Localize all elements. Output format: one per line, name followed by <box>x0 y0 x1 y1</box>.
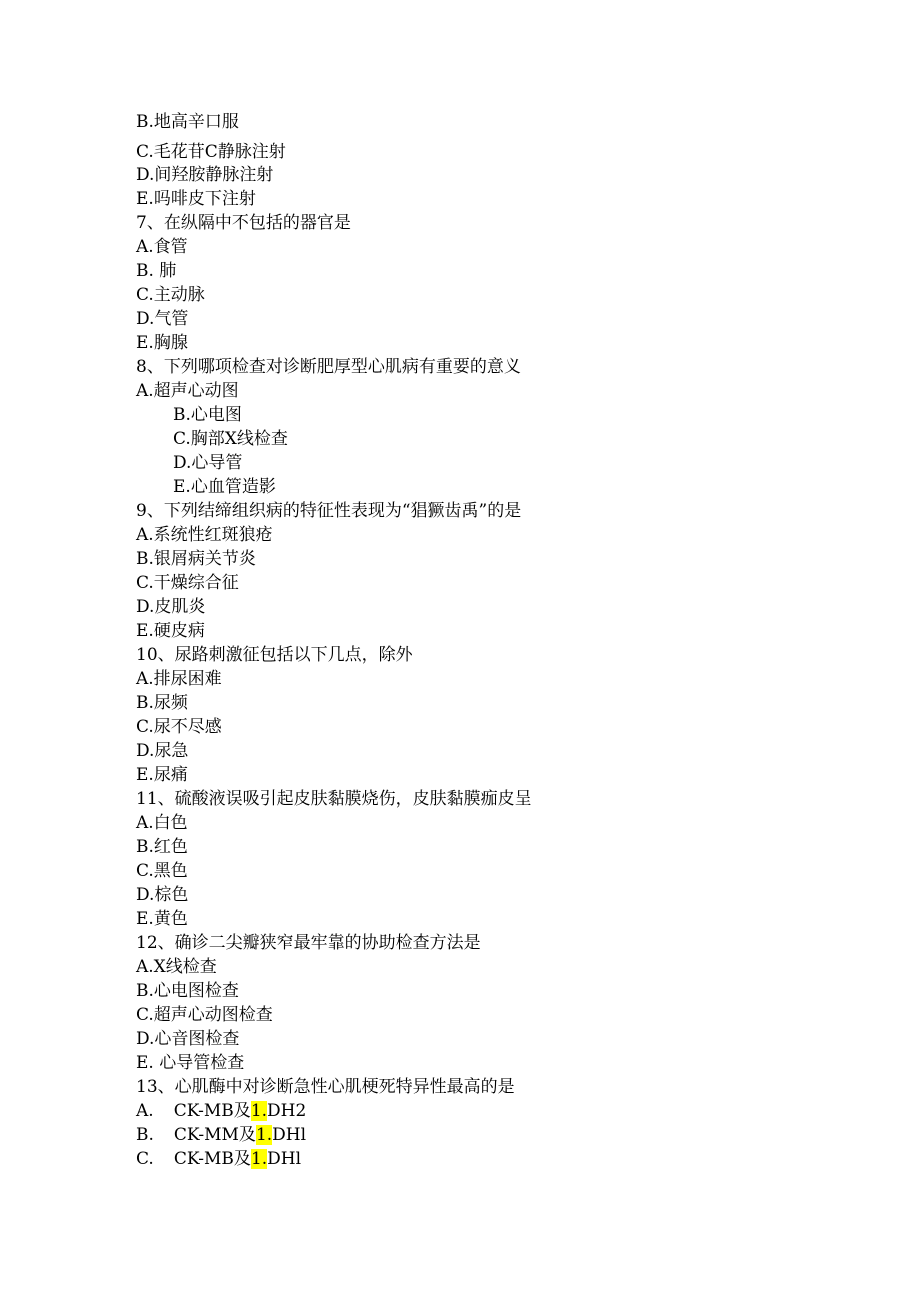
question-9: 9、下列结缔组织病的特征性表现为“猖獗齿禹”的是 <box>136 501 522 521</box>
option-c-q6: C.毛花苷C静脉注射 <box>136 142 286 162</box>
option-c-q12: C.超声心动图检查 <box>136 1005 273 1025</box>
option-b-q7: B. 肺 <box>136 261 177 281</box>
question-13: 13、心肌酶中对诊断急性心肌梗死特异性最高的是 <box>136 1077 515 1097</box>
highlighted-text: 1. <box>250 1149 268 1169</box>
highlighted-text: 1. <box>250 1101 268 1121</box>
option-c-q7: C.主动脉 <box>136 285 205 305</box>
option-a-q7: A.食管 <box>136 237 188 257</box>
option-a-q9: A.系统性红斑狼疮 <box>136 525 273 545</box>
option-e-q11: E.黄色 <box>136 909 188 929</box>
option-b-q13 <box>136 1124 306 1146</box>
question-8: 8、下列哪项检查对诊断肥厚型心肌病有重要的意义 <box>136 357 521 377</box>
question-10: 10、尿路刺激征包括以下几点，除外 <box>136 645 413 665</box>
option-c-q8: C.胸部X线检查 <box>173 429 288 449</box>
option-b-q10: B.尿频 <box>136 693 188 713</box>
option-a-q8: A.超声心动图 <box>136 381 239 401</box>
option-b-q6: B.地高辛口服 <box>136 112 239 132</box>
option-d-q12: D.心音图检查 <box>136 1029 240 1049</box>
option-text-post: DHl <box>272 1125 307 1145</box>
option-letter: A. <box>136 1101 154 1121</box>
question-7: 7、在纵隔中不包括的器官是 <box>136 213 351 233</box>
option-c-q13 <box>136 1148 301 1170</box>
option-e-q10: E.尿痛 <box>136 765 188 785</box>
option-letter: B. <box>136 1125 154 1145</box>
option-e-q9: E.硬皮病 <box>136 621 205 641</box>
option-e-q6: E.吗啡皮下注射 <box>136 189 256 209</box>
option-text-pre: CK-MB及 <box>173 1149 251 1169</box>
option-b-q8: B.心电图 <box>173 405 242 425</box>
option-text-post: DHl <box>267 1149 302 1169</box>
option-c-q9: C.干燥综合征 <box>136 573 239 593</box>
option-d-q7: D.气管 <box>136 309 189 329</box>
option-text-pre: CK-MB及 <box>173 1101 251 1121</box>
option-c-q11: C.黑色 <box>136 861 188 881</box>
option-letter: C. <box>136 1149 154 1169</box>
option-b-q11: B.红色 <box>136 837 188 857</box>
option-a-q10: A.排尿困难 <box>136 669 222 689</box>
option-a-q11: A.白色 <box>136 813 188 833</box>
question-11: 11、硫酸液误吸引起皮肤黏膜烧伤，皮肤黏膜痂皮呈 <box>136 789 532 809</box>
option-d-q9: D.皮肌炎 <box>136 597 206 617</box>
option-text-pre: CK-MM及 <box>173 1125 256 1145</box>
option-d-q11: D.棕色 <box>136 885 189 905</box>
option-a-q12: A.X线检查 <box>136 957 217 977</box>
option-d-q8: D.心导管 <box>173 453 243 473</box>
option-e-q8: E.心血管造影 <box>173 477 276 497</box>
option-b-q9: B.银屑病关节炎 <box>136 549 256 569</box>
option-d-q6: D.间羟胺静脉注射 <box>136 165 274 185</box>
highlighted-text: 1. <box>255 1125 273 1145</box>
option-c-q10: C.尿不尽感 <box>136 717 222 737</box>
question-12: 12、确诊二尖瓣狭窄最牢靠的协助检查方法是 <box>136 933 481 953</box>
option-a-q13 <box>136 1100 306 1122</box>
option-e-q12: E. 心导管检查 <box>136 1053 245 1073</box>
option-text-post: DH2 <box>267 1101 307 1121</box>
option-e-q7: E.胸腺 <box>136 333 188 353</box>
option-b-q12: B.心电图检查 <box>136 981 239 1001</box>
option-d-q10: D.尿急 <box>136 741 189 761</box>
